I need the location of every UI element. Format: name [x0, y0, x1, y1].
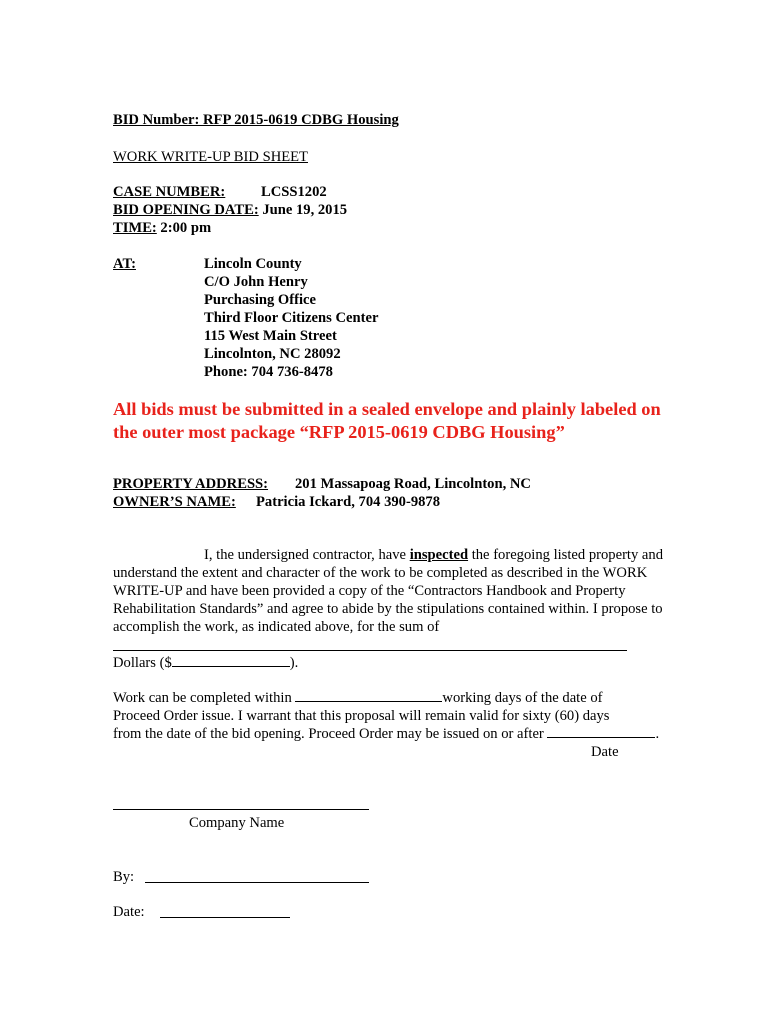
sealed-envelope-notice-line1: All bids must be submitted in a sealed envelope and plainly labeled on: [113, 399, 661, 419]
completion-line3-text: from the date of the bid opening. Proceed Order may be issued on or after: [113, 726, 544, 742]
owner-name-value: Patricia Ickard, 704 390-9878: [256, 494, 441, 510]
at-line: Lincolnton, NC 28092: [204, 346, 341, 362]
contractor-statement: [113, 546, 673, 636]
bid-opening-label: BID OPENING DATE:: [113, 202, 259, 218]
owner-name-label: OWNER’S NAME:: [113, 494, 236, 510]
at-line: Phone: 704 736-8478: [204, 364, 333, 380]
case-number-label: CASE NUMBER:: [113, 184, 226, 200]
completion-line1: [113, 689, 603, 707]
at-line: Third Floor Citizens Center: [204, 310, 379, 326]
proceed-date-blank[interactable]: [547, 725, 655, 738]
at-label: AT:: [113, 256, 136, 272]
date-line[interactable]: [160, 917, 290, 918]
statement-inspected: inspected: [409, 547, 469, 563]
completion-period: .: [655, 726, 660, 742]
by-signature-line[interactable]: [145, 882, 369, 883]
case-number-value: LCSS1202: [261, 184, 327, 200]
completion-pre: Work can be completed within: [113, 690, 296, 706]
completion-post: working days of the date of: [442, 690, 603, 706]
property-address-value: 201 Massapoag Road, Lincolnton, NC: [295, 476, 531, 492]
sealed-envelope-notice-line2: the outer most package “RFP 2015-0619 CDBG Housing”: [113, 422, 565, 442]
amount-words-blank[interactable]: [113, 650, 627, 651]
sheet-title: WORK WRITE-UP BID SHEET: [113, 149, 308, 165]
date-caption: Date: [591, 744, 619, 760]
at-line: 115 West Main Street: [204, 328, 337, 344]
at-line: Purchasing Office: [204, 292, 317, 308]
completion-line2: Proceed Order issue. I warrant that this proposal will remain valid for sixty (60) days: [113, 708, 610, 724]
dollars-suffix: ).: [289, 655, 299, 671]
bid-opening-value: June 19, 2015: [258, 202, 348, 218]
bid-number-heading: BID Number: RFP 2015-0619 CDBG Housing: [113, 112, 399, 128]
working-days-blank[interactable]: [295, 689, 442, 702]
time-label: TIME:: [113, 220, 157, 236]
company-name-line[interactable]: [113, 809, 369, 810]
statement-post: the foregoing listed property and understand the extent and character of the work to be completed as described in the WORK WRITE-UP and have been provided a copy of the “Contractors Handbook and Property Rehabilitation Standards” and agree to abide by the stipulations contained within. I propose to accomplish the work, as indicated above, for the sum of: [113, 547, 663, 635]
company-name-caption: Company Name: [189, 815, 285, 831]
dollar-amount-blank[interactable]: [172, 654, 290, 667]
dollars-prefix: Dollars ($: [113, 655, 172, 671]
by-label: By:: [113, 869, 135, 885]
bid-opening-date: [113, 201, 347, 219]
at-line: Lincoln County: [204, 256, 302, 272]
time-value: 2:00 pm: [156, 220, 212, 236]
dollars-line: [113, 654, 298, 672]
property-address-label: PROPERTY ADDRESS:: [113, 476, 269, 492]
date-label: Date:: [113, 904, 145, 920]
completion-line3: [113, 725, 659, 743]
statement-pre: I, the undersigned contractor, have: [204, 547, 410, 563]
bid-time: [113, 219, 211, 237]
at-line: C/O John Henry: [204, 274, 308, 290]
